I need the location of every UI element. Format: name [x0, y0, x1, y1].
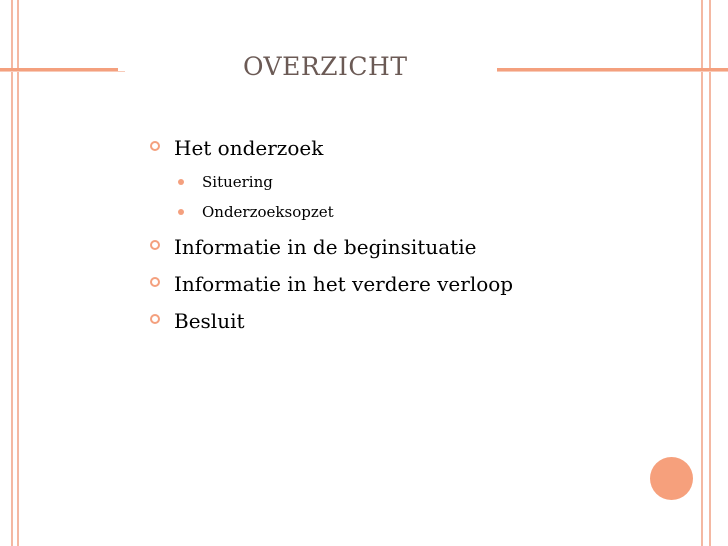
dot-bullet-icon	[178, 209, 184, 215]
ring-bullet-icon	[150, 277, 160, 287]
list-item	[150, 201, 513, 233]
bullet-list	[150, 134, 513, 344]
list-item-text: Het onderzoek	[174, 136, 324, 160]
right-border-line	[709, 0, 711, 546]
list-item-text: Informatie in de beginsituatie	[174, 235, 477, 259]
list-item-text: Besluit	[174, 309, 245, 333]
right-border-line	[701, 0, 703, 546]
decorative-circle	[650, 457, 693, 500]
list-item-text: Situering	[202, 173, 273, 191]
list-item	[150, 233, 513, 270]
list-item-text: Onderzoeksopzet	[202, 203, 334, 221]
title-rule-left-shadow	[0, 71, 125, 72]
dot-bullet-icon	[178, 179, 184, 185]
title-rule-right-shadow	[497, 71, 728, 72]
ring-bullet-icon	[150, 240, 160, 250]
left-border-line	[17, 0, 19, 546]
list-item-text: Informatie in het verdere verloop	[174, 272, 514, 296]
ring-bullet-icon	[150, 314, 160, 324]
list-item	[150, 171, 513, 201]
slide-title: OVERZICHT	[243, 52, 408, 81]
left-border-line	[11, 0, 13, 546]
list-item	[150, 270, 513, 307]
list-item	[150, 307, 513, 344]
list-item	[150, 134, 513, 171]
ring-bullet-icon	[150, 141, 160, 151]
